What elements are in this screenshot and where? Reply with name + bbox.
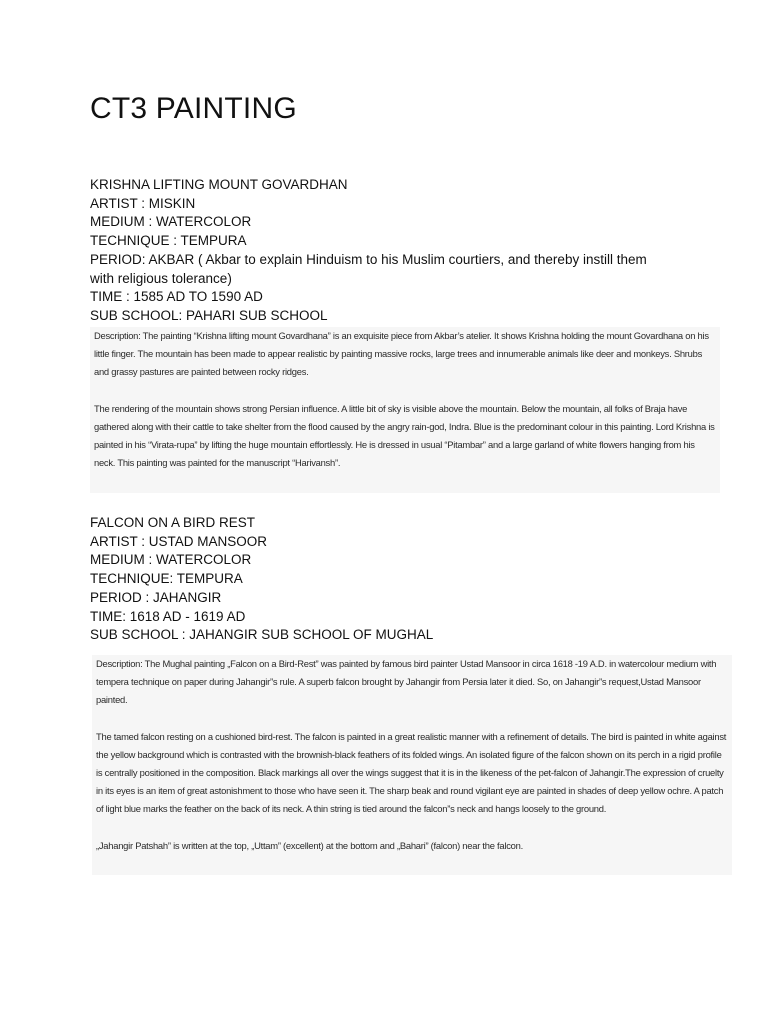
page-title: CT3 PAINTING [90, 92, 297, 125]
period-line-continued: with religious tolerance) [90, 270, 232, 286]
description-paragraph: Description: The Mughal painting „Falcon on a Bird-Rest” was painted by famous bird painter Ustad Mansoor in circa 1618 -19 A.D. in watercolour medium with tempera technique on paper during Jahangir”s rule. A superb falcon brought by Jahangir from Persia later it died. So, on Jahangir”s request,Ustad Mansoor painted. [96, 658, 717, 706]
description-paragraph: The tamed falcon resting on a cushioned bird-rest. The falcon is painted in a great realistic manner with a refinement of details. The bird is painted in white against the yellow background which is contrasted with the brownish-black feathers of its folded wings. An isolated figure of the falcon shown on its perch in a rigid profile is centrally positioned in the composition. Black markings all over the wings suggest that it is in the likeness of the pet-falcon of Jahangir.The expression of cruelty in its eyes is an item of great astonishment to those who have seen it. The sharp beak and round vigilant eye are painted in shades of deep yellow ochre. A patch of light blue marks the feather on the back of its neck. A thin string is tied around the falcon”s neck and hangs loosely to the ground. [96, 730, 727, 815]
painting-title: FALCON ON A BIRD REST [90, 515, 256, 530]
period-line: PERIOD : JAHANGIR [90, 589, 222, 605]
medium-line: MEDIUM : WATERCOLOR [90, 552, 252, 568]
sub-school-line: SUB SCHOOL : JAHANGIR SUB SCHOOL OF MUGHAL [90, 627, 434, 643]
painting-details-krishna [90, 176, 647, 326]
painting-title: KRISHNA LIFTING MOUNT GOVARDHAN [90, 177, 348, 192]
artist-line: ARTIST : USTAD MANSOOR [90, 533, 268, 549]
medium-line: MEDIUM : WATERCOLOR [90, 214, 252, 230]
technique-line: TECHNIQUE : TEMPURA [90, 233, 247, 249]
description-block-falcon [92, 655, 732, 875]
sub-school-line: SUB SCHOOL: PAHARI SUB SCHOOL [90, 307, 328, 323]
painting-details-falcon [90, 514, 433, 645]
period-line: PERIOD: AKBAR ( Akbar to explain Hinduism to his Muslim courtiers, and thereby instill them [90, 251, 647, 267]
time-line: TIME: 1618 AD - 1619 AD [90, 608, 246, 624]
time-line: TIME : 1585 AD TO 1590 AD [90, 289, 263, 305]
description-block-krishna [90, 327, 720, 493]
description-paragraph: Description: The painting “Krishna lifting mount Govardhana” is an exquisite piece from Akbar’s atelier. It shows Krishna holding the mount Govardhana on his little finger. The mountain has been made to appear realistic by painting massive rocks, large trees and innumerable animals like deer and monkeys. Shrubs and grassy pastures are painted between rocky ridges. [94, 330, 709, 378]
description-paragraph: The rendering of the mountain shows strong Persian influence. A little bit of sky is visible above the mountain. Below the mountain, all folks of Braja have gathered along with their cattle to take shelter from the flood caused by the angry rain-god, Indra. Blue is the predominant colour in this painting. Lord Krishna is painted in his “Virata-rupa” by lifting the huge mountain effortlessly. He is dressed in usual “Pitambar” and a large garland of white flowers hanging from his neck. This painting was painted for the manuscript “Harivansh”. [94, 402, 715, 469]
artist-line: ARTIST : MISKIN [90, 195, 196, 211]
technique-line: TECHNIQUE: TEMPURA [90, 571, 243, 587]
description-paragraph: „Jahangir Patshah” is written at the top, „Uttam” (excellent) at the bottom and „Bahari” (falcon) near the falcon. [96, 839, 523, 851]
